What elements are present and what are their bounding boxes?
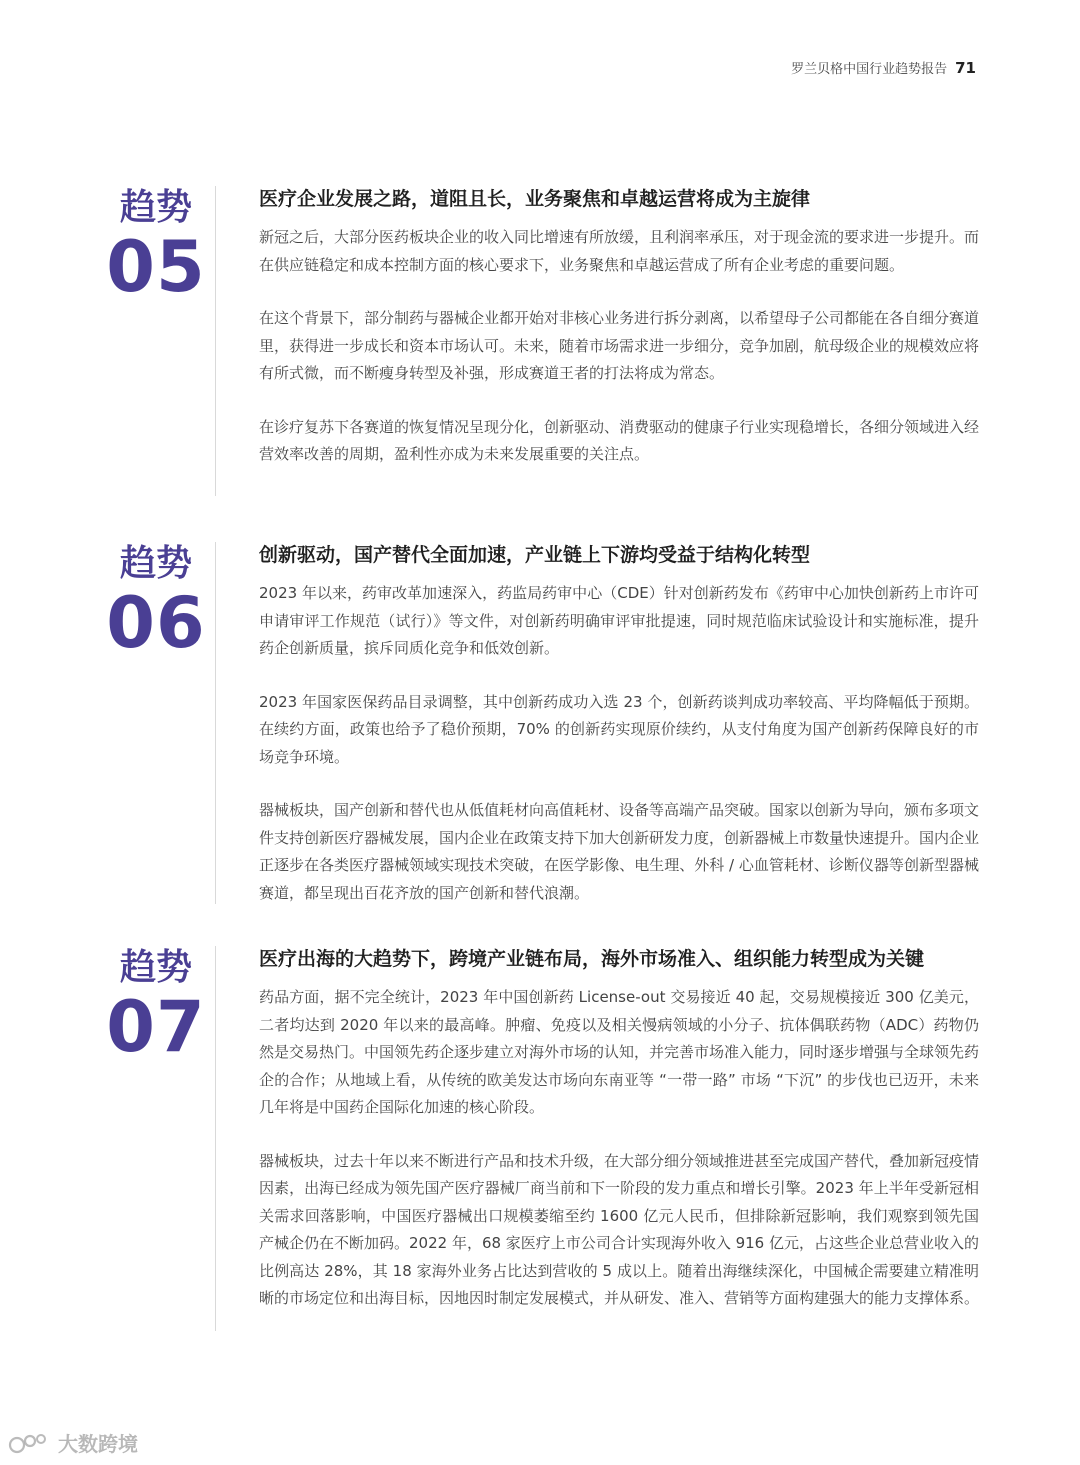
trend-paragraph: 药品方面，据不完全统计，2023 年中国创新药 License-out 交易接近 40 起，交易规模接近 300 亿美元，二者均达到 2020 年以来的最高峰。肿瘤、免疫以及相关慢病领域的小分子、抗体偶联药物（ADC）药物仍然是交易热门。中国领先药企逐步建立对海外市场的认知，并完善市场准入能力，同时逐步增强与全球领先药企的合作；从地域上看，从传统的欧美发达市场向东南亚等 “一带一路” 市场 “下沉” 的步伐也已迈开，未来几年将是中国药企国际化加速的核心阶段。 bbox=[259, 988, 980, 1116]
trend-paragraph: 器械板块，国产创新和替代也从低值耗材向高值耗材、设备等高端产品突破。国家以创新为导向，颁布多项文件支持创新医疗器械发展，国内企业在政策支持下加大创新研发力度，创新器械上市数量快速提升。国内企业正逐步在各类医疗器械领域实现技术突破，在医学影像、电生理、外科 / 心血管耗材、诊断仪器等创新型器械赛道，都呈现出百花齐放的国产创新和替代浪潮。 bbox=[259, 801, 980, 902]
trend-number: 06 bbox=[106, 582, 206, 664]
trend-paragraph: 在诊疗复苏下各赛道的恢复情况呈现分化，创新驱动、消费驱动的健康子行业实现稳增长，各细分领域进入经营效率改善的周期，盈利性亦成为未来发展重要的关注点。 bbox=[259, 417, 980, 463]
page-header bbox=[791, 58, 976, 77]
watermark bbox=[8, 1428, 138, 1457]
section-divider bbox=[215, 186, 216, 496]
trend-word: 趋势 bbox=[119, 543, 192, 584]
section-divider bbox=[215, 542, 216, 904]
trend-number: 05 bbox=[106, 226, 206, 308]
trend-paragraph: 在这个背景下，部分制药与器械企业都开始对非核心业务进行拆分剥离，以希望母子公司都能在各自细分赛道里，获得进一步成长和资本市场认可。未来，随着市场需求进一步细分，竞争加剧，航母级企业的规模效应将有所式微，而不断瘦身转型及补强，形成赛道王者的打法将成为常态。 bbox=[259, 309, 980, 382]
trend-title: 医疗出海的大趋势下，跨境产业链布局，海外市场准入、组织能力转型成为关键 bbox=[259, 948, 925, 970]
trend-label bbox=[96, 946, 216, 1068]
page-number: 71 bbox=[955, 59, 976, 77]
section-divider bbox=[215, 946, 216, 1331]
trend-title: 创新驱动，国产替代全面加速，产业链上下游均受益于结构化转型 bbox=[259, 544, 811, 566]
trend-paragraph: 器械板块，过去十年以来不断进行产品和技术升级，在大部分细分领域推进甚至完成国产替代，叠加新冠疫情因素，出海已经成为领先国产医疗器械厂商当前和下一阶段的发力重点和增长引擎。2023 年上半年受新冠相关需求回落影响，中国医疗器械出口规模萎缩至约 1600 亿元人民币，但排除新冠影响，我们观察到领先国产械企仍在不断加码。2022 年，68 家医疗上市公司合计实现海外收入 916 亿元，占这些企业总营业收入的比例高达 28%，其 18 家海外业务占比达到营收的 5 成以上。随着出海继续深化，中国械企需要建立精准明晰的市场定位和出海目标，因地因时制定发展模式，并从研发、准入、营销等方面构建强大的能力支撑体系。 bbox=[259, 1151, 980, 1307]
watermark-text: 大数跨境 bbox=[58, 1432, 138, 1456]
trend-number: 07 bbox=[106, 986, 206, 1068]
trend-content bbox=[259, 186, 979, 469]
trend-paragraph: 2023 年国家医保药品目录调整，其中创新药成功入选 23 个，创新药谈判成功率较高、平均降幅低于预期。在续约方面，政策也给予了稳价预期，70% 的创新药实现原价续约，从支付角度为国产创新药保障良好的市场竞争环境。 bbox=[259, 692, 979, 766]
trend-word: 趋势 bbox=[119, 187, 192, 228]
trend-paragraph: 新冠之后，大部分医药板块企业的收入同比增速有所放缓，且利润率承压，对于现金流的要求进一步提升。而在供应链稳定和成本控制方面的核心要求下，业务聚焦和卓越运营成了所有企业考虑的重要问题。 bbox=[259, 228, 980, 274]
trend-content bbox=[259, 542, 979, 907]
brand-logo-icon bbox=[8, 1430, 52, 1456]
report-title: 罗兰贝格中国行业趋势报告 bbox=[791, 62, 948, 77]
trend-content bbox=[259, 946, 979, 1313]
trend-paragraph: 2023 年以来，药审改革加速深入，药监局药审中心（CDE）针对创新药发布《药审中心加快创新药上市许可申请审评工作规范（试行）》等文件，对创新药明确审评审批提速，同时规范临床试验设计和实施标准，提升药企创新质量，摈斥同质化竞争和低效创新。 bbox=[259, 584, 979, 657]
trend-word: 趋势 bbox=[119, 947, 192, 988]
trend-label bbox=[96, 186, 216, 308]
trend-title: 医疗企业发展之路，道阻且长，业务聚焦和卓越运营将成为主旋律 bbox=[259, 188, 811, 210]
trend-label bbox=[96, 542, 216, 664]
